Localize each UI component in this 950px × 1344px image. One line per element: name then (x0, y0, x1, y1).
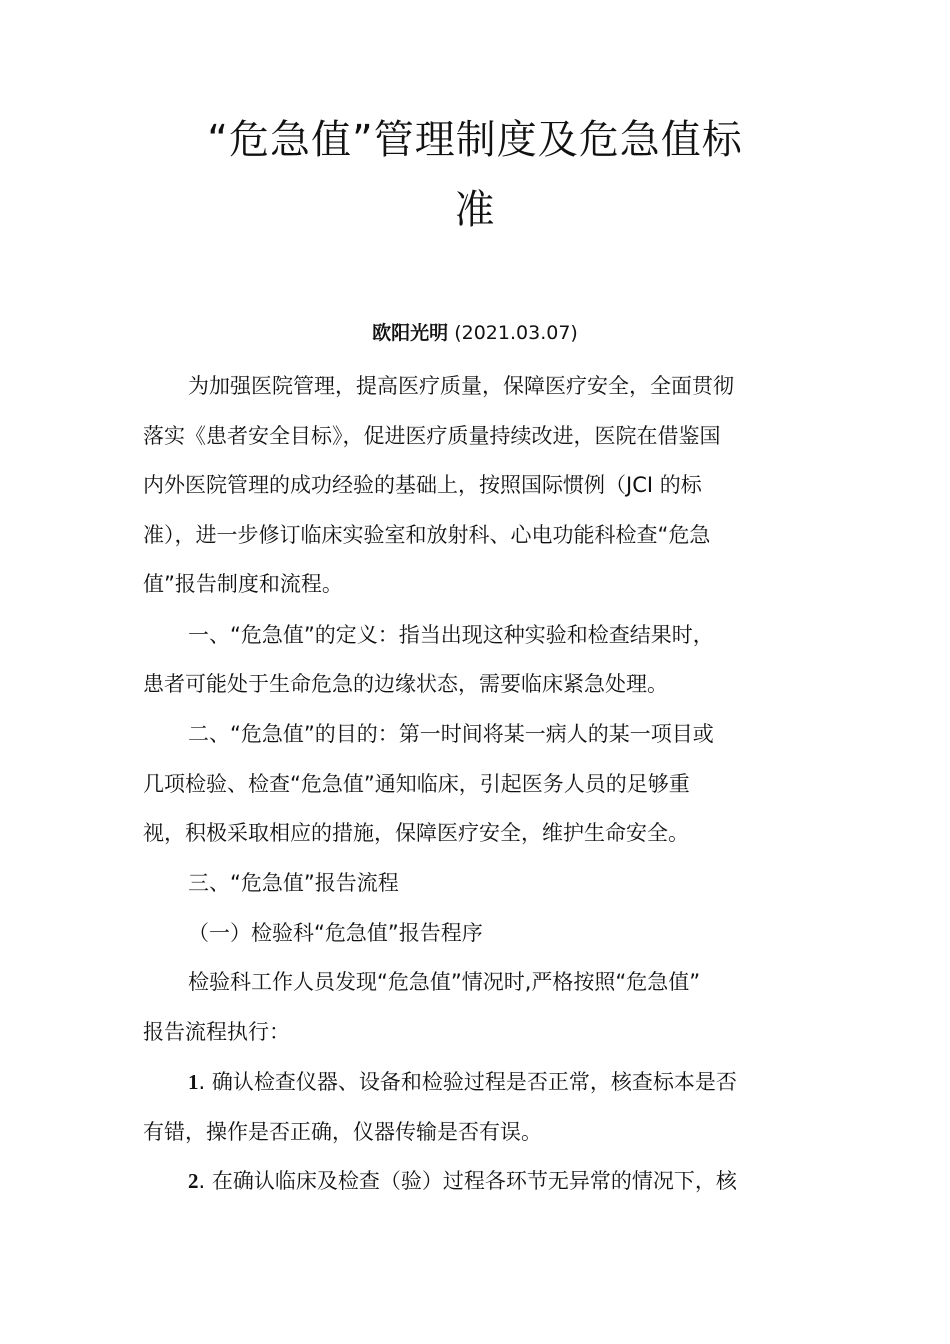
intro-line: 落实《患者安全目标》，促进医疗质量持续改进，医院在借鉴国 (143, 424, 721, 448)
intro-line: 准），进一步修订临床实验室和放射科、心电功能科检查“危急 (143, 523, 711, 547)
intro-line: 为加强医院管理，提高医疗质量，保障医疗安全，全面贯彻 (188, 374, 734, 398)
step-2-line (188, 1166, 737, 1196)
definition-line: 患者可能处于生命危急的边缘状态，需要临床紧急处理。 (143, 672, 668, 696)
intro-line: 内外医院管理的成功经验的基础上，按照国际惯例（JCI 的标 (143, 473, 702, 497)
document-title-line2: 准 (454, 187, 496, 233)
definition-line: 一、“危急值”的定义：指当出现这种实验和检查结果时， (188, 623, 714, 647)
step-1-number: 1 (188, 1070, 199, 1094)
author-date: (2021.03.07) (454, 322, 578, 344)
step-2-text: . 在确认临床及检查（验）过程各环节无异常的情况下，核 (198, 1169, 737, 1193)
lab-intro-line: 报告流程执行： (143, 1020, 290, 1044)
author-line (140, 318, 810, 348)
purpose-line: 几项检验、检查“危急值”通知临床，引起医务人员的足够重 (143, 772, 690, 796)
intro-line: 值”报告制度和流程。 (143, 572, 343, 596)
step-1-line (188, 1067, 737, 1097)
author-name: 欧阳光明 (372, 322, 449, 344)
section-heading: 三、“危急值”报告流程 (188, 871, 399, 895)
step-1-text: . 确认检查仪器、设备和检验过程是否正常，核查标本是否 (198, 1070, 737, 1094)
subsection-heading: （一）检验科“危急值”报告程序 (188, 921, 483, 945)
document-title-line1: “危急值”管理制度及危急值标 (207, 117, 743, 163)
purpose-line: 视，积极采取相应的措施，保障医疗安全，维护生命安全。 (143, 821, 689, 845)
lab-intro-line: 检验科工作人员发现“危急值”情况时,严格按照“危急值” (188, 970, 701, 994)
purpose-line: 二、“危急值”的目的：第一时间将某一病人的某一项目或 (188, 722, 714, 746)
step-1-line: 有错，操作是否正确，仪器传输是否有误。 (143, 1120, 542, 1144)
step-2-number: 2 (188, 1169, 199, 1193)
